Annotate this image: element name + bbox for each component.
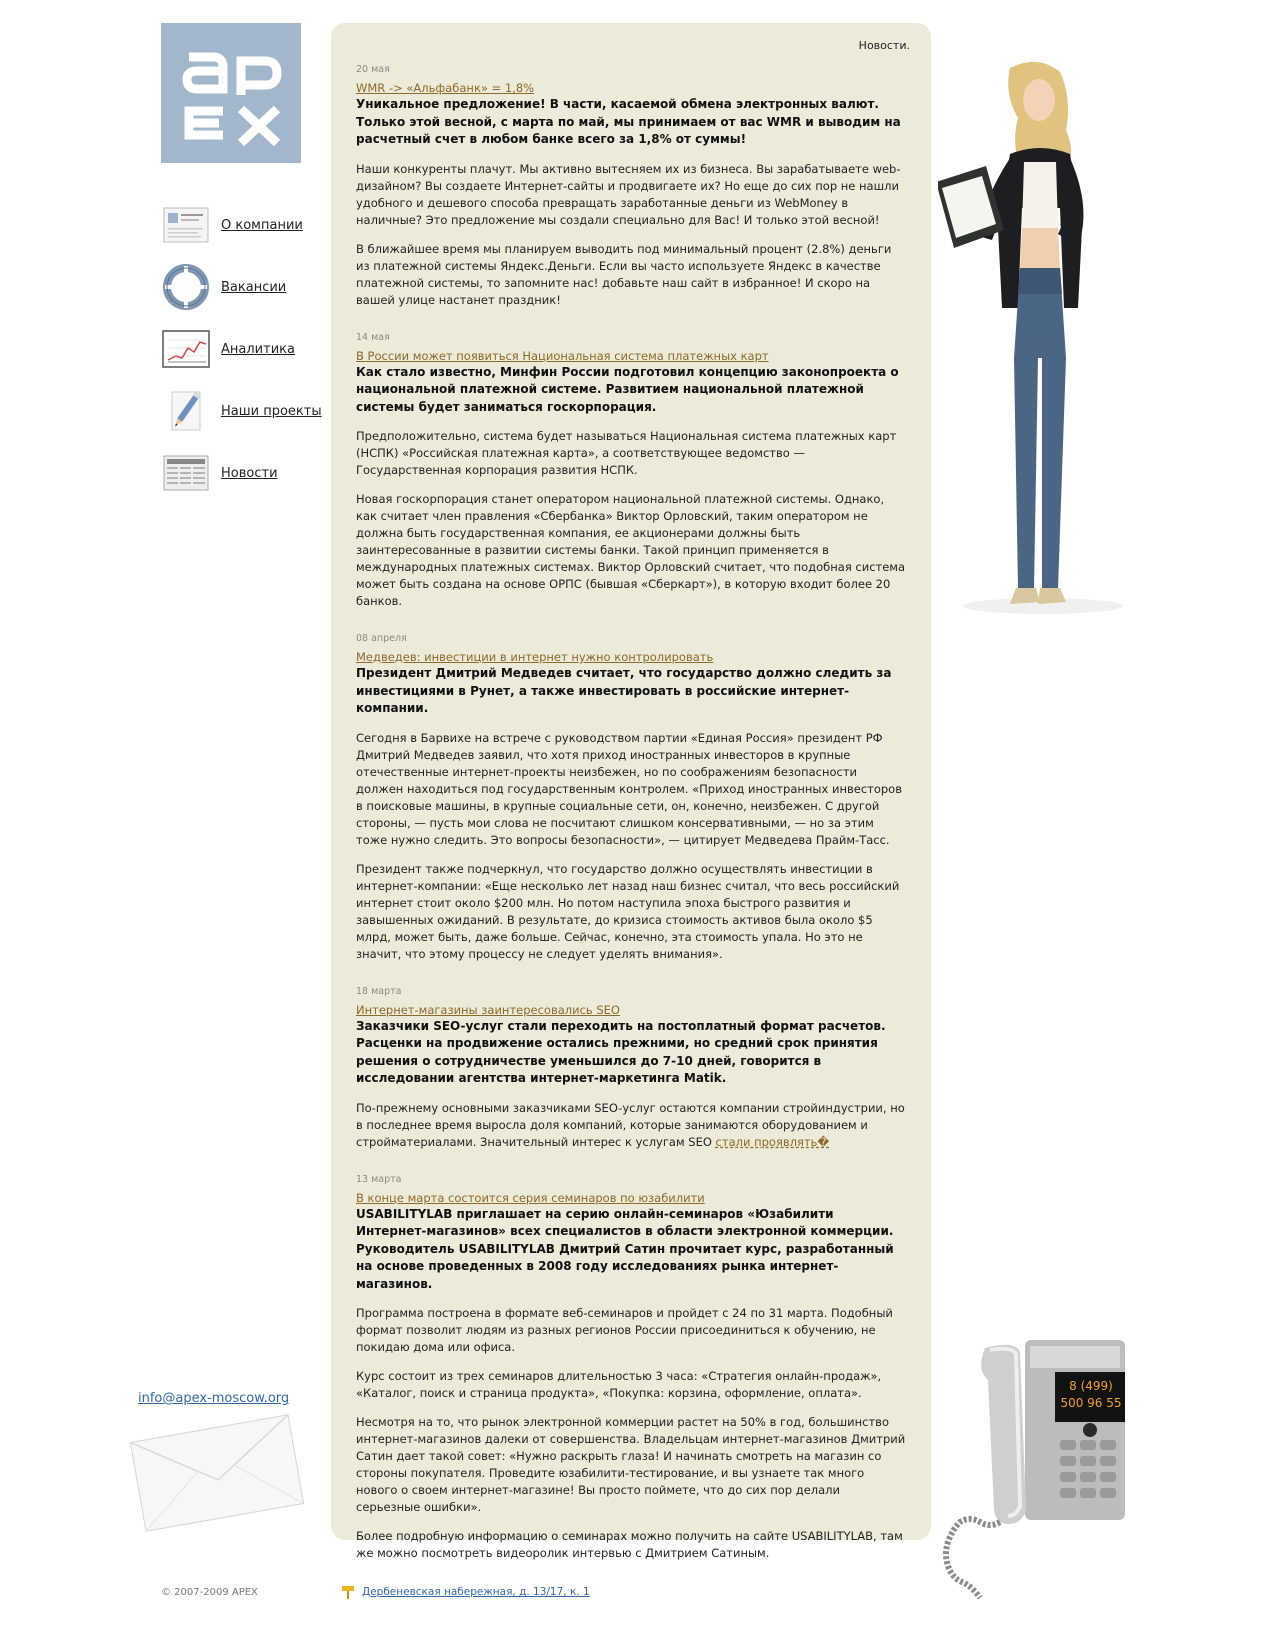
news-title-link[interactable]: WMR -> «Альфабанк» = 1,8% bbox=[356, 81, 535, 95]
news-date: 13 марта bbox=[356, 1173, 402, 1185]
phone-number-line2: 500 96 55 bbox=[1060, 1396, 1122, 1410]
news-paragraph: Президент также подчеркнул, что государство должно осуществлять инвестиции в интернет-компании: «Еще несколько лет назад наш бизнес считал, что весь российский интернет стоит около $200 млн. Но потом наступила эпоха быстрого развития и завышенных ожиданий. В результате, до кризиса стоимость активов была около $5 млрд, может быть, даже больше. Сейчас, конечно, эта стоимость упала. Но это не значит, что этому процессу не следует уделять внимания». bbox=[356, 861, 900, 961]
news-date: 18 марта bbox=[356, 985, 402, 997]
news-paragraph: Наши конкуренты плачут. Мы активно вытесняем их из бизнеса. Вы зарабатываете web-дизайном? Вы создаете Интернет-сайты и продвигаете их? Но еще до сих пор не нашли удобного и дешевого способа превращать заработанные деньги из WebMoney в наличные? Это предложение мы создали специально для Вас! И только этой весной! bbox=[356, 161, 901, 227]
news-panel bbox=[331, 23, 931, 1560]
nav-item-vacancies[interactable] bbox=[161, 262, 326, 312]
news-item bbox=[356, 632, 906, 963]
news-lead: Как стало известно, Минфин России подготовил концепцию законопроекта о национальной платежной системе. Развитием национальной платежной системы будет заниматься госкорпорация. bbox=[356, 364, 899, 414]
nav-item-projects[interactable] bbox=[161, 386, 326, 436]
news-paragraph-text: По-прежнему основными заказчиками SEO-услуг остаются компании стройиндустрии, но в последнее время выросла доля компаний, которые занимаются оборудованием и стройматериалами. Значительный интерес к услугам SEO bbox=[356, 1100, 905, 1149]
news-item bbox=[356, 985, 906, 1151]
copyright-text: © 2007-2009 APEX bbox=[161, 1587, 258, 1598]
news-title-link[interactable]: В конце марта состоится серия семинаров по юзабилити bbox=[356, 1190, 705, 1205]
news-lead: Уникальное предложение! В части, касаемой обмена электронных валют. Только этой весной, с марта по май, мы принимаем от вас WMR и выводим на расчетный счет в любом банке всего за 1,8% от суммы! bbox=[356, 97, 901, 146]
read-more-link[interactable]: стали проявлять� bbox=[715, 1134, 830, 1149]
news-title-link[interactable]: В России может появиться Национальная система платежных карт bbox=[356, 348, 769, 363]
envelope-icon[interactable] bbox=[127, 1408, 307, 1538]
phone-number-line1: 8 (499) bbox=[1069, 1379, 1113, 1393]
nav-item-analytics[interactable] bbox=[161, 324, 326, 374]
chart-icon bbox=[161, 324, 211, 374]
panel-heading: Новости. bbox=[858, 39, 910, 52]
news-lead: USABILITYLAB приглашает на серию онлайн-семинаров «Юзабилити Интернет-магазинов» всех специалистов в области электронной коммерции. Руководитель USABILITYLAB Дмитрий Сатин прочитает курс, разработанный на основе проведенных в 2008 году исследованиях рынка интернет-магазинов. bbox=[356, 1206, 894, 1291]
contact-email-link[interactable]: info@apex-moscow.org bbox=[138, 1391, 290, 1406]
news-paragraph: Программа построена в формате веб-семинаров и пройдет с 24 по 31 марта. Подобный формат позволит людям из разных регионов России присоединиться к обучению, не покидаю дома или офиса. bbox=[356, 1306, 893, 1354]
news-paragraph: Курс состоит из трех семинаров длительностью 3 часа: «Стратегия онлайн-продаж», «Каталог, поиск и страница продукта», «Покупка: корзина, оформление, оплата». bbox=[356, 1369, 882, 1400]
news-date: 20 мая bbox=[356, 64, 390, 75]
lifebuoy-icon bbox=[161, 262, 211, 312]
news-item bbox=[356, 1173, 906, 1563]
news-item bbox=[356, 331, 906, 611]
pencil-icon bbox=[161, 386, 211, 436]
news-paragraph: Новая госкорпорация станет оператором национальной платежной системы. Однако, как считает член правления «Сбербанка» Виктор Орловский, таким оператором не должна быть государственная компания, ее акционерами должны быть заинтересованные в развитии системы банки. Такой принцип применяется в международных платежных системах. Виктор Орловский считает, что подобная система может быть создана на основе ОРПС (бывшая «Сберкарт»), в которую входит более 20 банков. bbox=[356, 492, 906, 608]
news-title-link[interactable]: Интернет-магазины заинтересовались SEO bbox=[356, 1002, 620, 1017]
apex-logo[interactable] bbox=[161, 23, 301, 163]
news-date: 14 мая bbox=[356, 331, 390, 343]
news-lead: Президент Дмитрий Медведев считает, что государство должно следить за инвестициями в Рунет, а также инвестировать в российские интернет-компании. bbox=[356, 666, 892, 715]
news-paragraph bbox=[356, 1100, 906, 1151]
news-paragraph: Предположительно, система будет называться Национальная система платежных карт (НСПК) «Российская платежная карта», а соответствующее ведомство — Государственная корпорация развития НСПК. bbox=[356, 429, 897, 477]
nav-label-projects[interactable]: Наши проекты bbox=[221, 403, 322, 419]
news-paragraph: Более подробную информацию о семинарах можно получить на сайте USABILITYLAB, там же можно посмотреть видеоролик интервью с Дмитрием Сатиным. bbox=[356, 1529, 903, 1560]
news-paragraph: В ближайшее время мы планируем выводить под минимальный процент (2.8%) деньги из платежной системы Яндекс.Деньги. Если вы часто используете Яндекс в качестве платежной системы, то запомните нас! добавьте наш сайт в избранное! И скоро на вашей улице настанет праздник! bbox=[356, 241, 892, 307]
newspaper-icon bbox=[161, 448, 211, 498]
news-list bbox=[356, 63, 906, 1584]
nav-label-vacancies[interactable]: Вакансии bbox=[221, 279, 287, 295]
address-link[interactable]: Дербеневская набережная, д. 13/17, к. 1 bbox=[362, 1586, 590, 1598]
news-lead: Заказчики SEO-услуг стали переходить на постоплатный формат расчетов. Расценки на продвижение остались прежними, но средний срок принятия решения о сотрудничестве уменьшился до 7-10 дней, говорится в исследовании агентства интернет-маркетинга Matik. bbox=[356, 1018, 886, 1085]
phone-number-display bbox=[1058, 1378, 1124, 1412]
nav-item-news[interactable] bbox=[161, 448, 326, 498]
nav-label-about[interactable]: О компании bbox=[221, 217, 303, 233]
nav-item-about[interactable] bbox=[161, 200, 326, 250]
news-item bbox=[356, 63, 906, 309]
news-paragraph: Сегодня в Барвихе на встрече с руководством партии «Единая Россия» президент РФ Дмитрий Медведев заявил, что хотя приход иностранных инвесторов в крупные отечественные интернет-проекты неизбежен, но по соображениям безопасности должен находиться под государственным контролем. «Приход иностранных инвесторов в поисковые машины, в крупные социальные сети, он, конечно, неизбежен. С другой стороны, — пусть мои слова не посчитают слишком консервативными, — но за этим тоже нужно следить. Это вопросы безопасности», — цитирует Медведева Прайм-Тасс. bbox=[356, 730, 902, 847]
news-date: 08 апреля bbox=[356, 633, 407, 644]
nav-label-news[interactable]: Новости bbox=[221, 465, 278, 481]
news-paragraph: Несмотря на то, что рынок электронной коммерции растет на 50% в год, большинство интернет-магазинов далеки от совершенства. Владельцам интернет-магазинов Дмитрий Сатин дает такой совет: «Нужно раскрыть глаза! И начинать смотреть на магазин со стороны покупателя. Проведите юзабилити-тестирование, и вы узнаете так много нового о своем интернет-магазине! Вы просто поймете, что до сих пор делали серьезные ошибки». bbox=[356, 1415, 906, 1514]
about-icon bbox=[161, 200, 211, 250]
address-block bbox=[340, 1584, 590, 1600]
map-pin-icon bbox=[340, 1584, 356, 1600]
nav-label-analytics[interactable]: Аналитика bbox=[221, 341, 295, 357]
woman-photo bbox=[938, 58, 1148, 618]
news-title-link[interactable]: Медведев: инвестиции в интернет нужно контролировать bbox=[356, 650, 714, 664]
apex-logo-mark bbox=[161, 23, 301, 163]
main-navigation bbox=[161, 200, 326, 510]
